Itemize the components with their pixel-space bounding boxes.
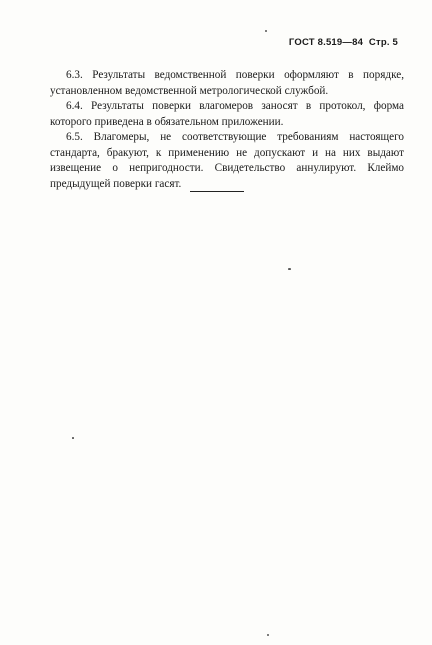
standard-number: ГОСТ 8.519—84 (288, 37, 364, 48)
scan-speck (267, 634, 269, 636)
paragraph-6-5: 6.5. Влагомеры, не соответствующие требованиям настоящего стандарта, бракуют, к применению не допускают и на них выдают извещение о непригодности. Свидетельство аннулируют. Клеймо предыдущей поверки гасят. (50, 131, 404, 190)
end-rule (190, 191, 244, 192)
scan-speck (265, 30, 267, 32)
paragraph-6-4: 6.4. Результаты поверки влагомеров заносят в протокол, форма которого приведена в обязательном приложении. (50, 100, 404, 128)
page-number: Стр. 5 (368, 37, 398, 48)
scan-speck (72, 437, 74, 439)
body-text (50, 68, 404, 192)
scan-speck (288, 268, 291, 270)
page-header (286, 37, 398, 48)
paragraph-6-3: 6.3. Результаты ведомственной поверки оформляют в порядке, установленном ведомственной метрологической службой. (50, 69, 404, 97)
